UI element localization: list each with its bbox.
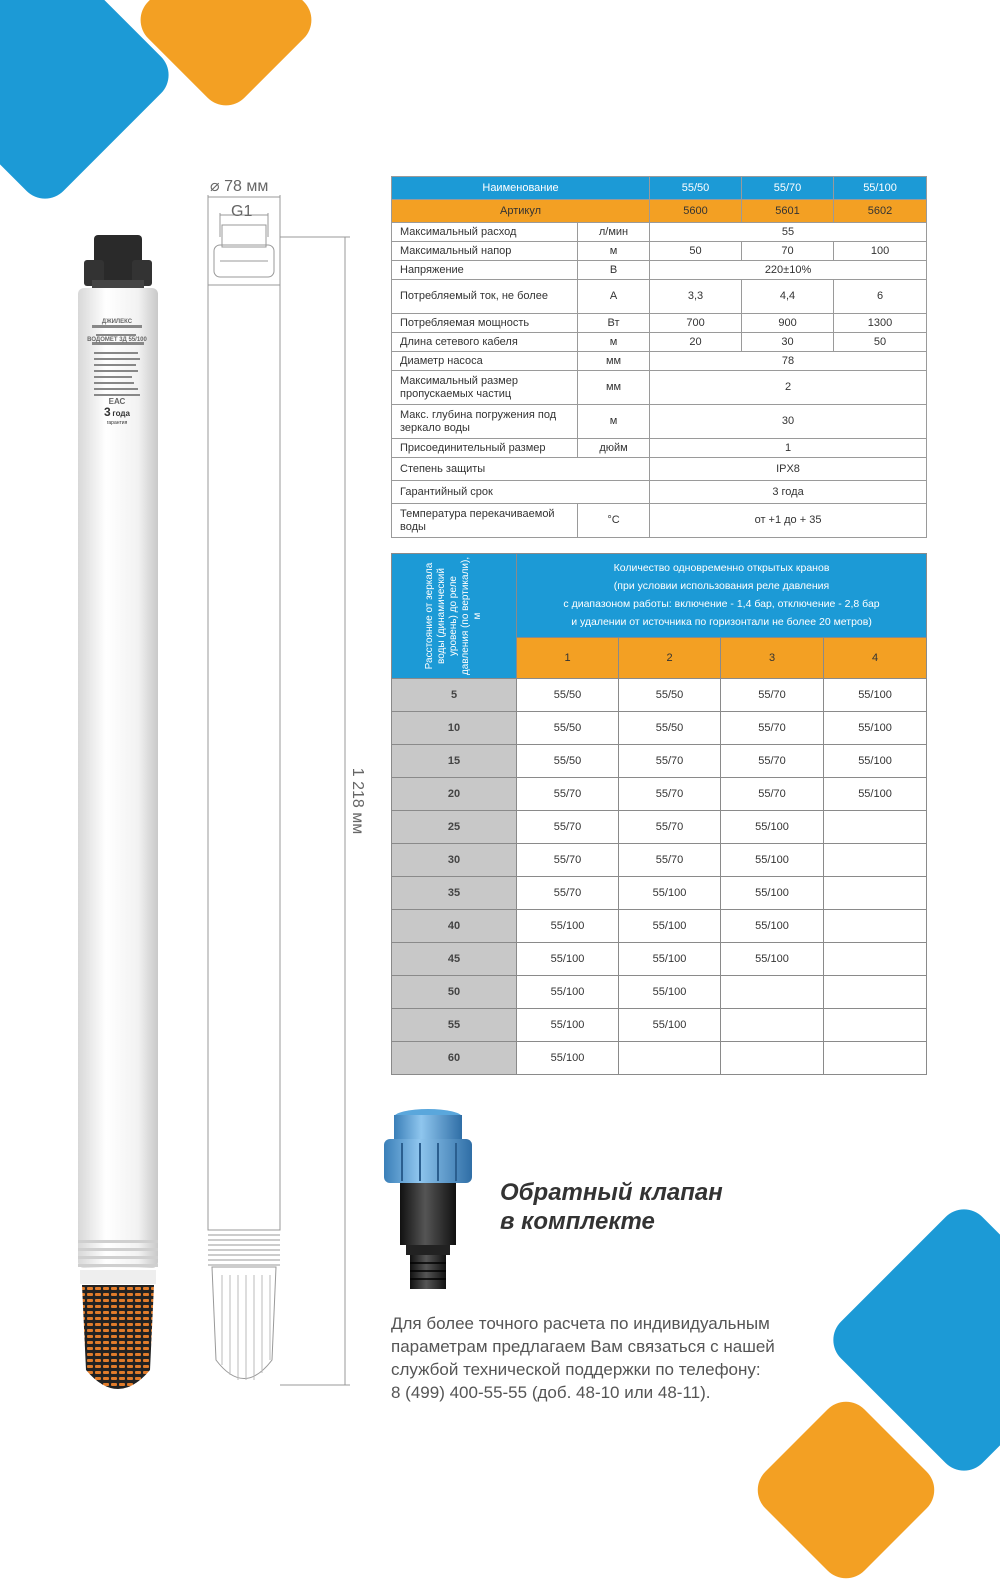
model-cell: 55/100 xyxy=(517,1009,619,1042)
spec-value: 220±10% xyxy=(650,261,927,280)
model-cell: 55/70 xyxy=(721,778,824,811)
spec-param: Макс. глубина погружения под зеркало воды xyxy=(392,405,578,439)
spec-model: 55/50 xyxy=(650,177,742,200)
spec-value: 4,4 xyxy=(742,280,834,314)
thread-label: G1 xyxy=(231,203,253,220)
spec-row xyxy=(392,439,927,458)
selection-header-row xyxy=(392,554,927,638)
check-valve-line1: Обратный клапан xyxy=(500,1179,723,1206)
spec-row xyxy=(392,458,927,481)
spec-value: 30 xyxy=(650,405,927,439)
spec-value: 1300 xyxy=(834,314,927,333)
model-cell: 55/70 xyxy=(619,745,721,778)
selection-row xyxy=(392,976,927,1009)
spec-row xyxy=(392,405,927,439)
spec-value: 50 xyxy=(650,242,742,261)
spec-article-label: Артикул xyxy=(392,200,650,223)
spec-header-name: Наименование xyxy=(392,177,650,200)
distance-header xyxy=(392,554,517,679)
model-cell xyxy=(721,1009,824,1042)
length-label: 1 218 мм xyxy=(349,767,366,835)
spec-row xyxy=(392,481,927,504)
spec-unit: мм xyxy=(578,352,650,371)
model-cell: 55/50 xyxy=(619,712,721,745)
spec-row xyxy=(392,314,927,333)
distance-cell: 40 xyxy=(392,910,517,943)
spec-value: 30 xyxy=(742,333,834,352)
spec-value: 70 xyxy=(742,242,834,261)
spec-param: Напряжение xyxy=(392,261,578,280)
model-cell: 55/70 xyxy=(517,877,619,910)
model-cell: 55/70 xyxy=(721,745,824,778)
spec-unit: л/мин xyxy=(578,223,650,242)
distance-cell: 25 xyxy=(392,811,517,844)
selection-row xyxy=(392,811,927,844)
distance-cell: 10 xyxy=(392,712,517,745)
distance-cell: 15 xyxy=(392,745,517,778)
model-cell: 55/70 xyxy=(517,778,619,811)
selection-row xyxy=(392,910,927,943)
model-cell xyxy=(824,811,927,844)
spec-param: Гарантийный срок xyxy=(392,481,650,504)
spec-row xyxy=(392,371,927,405)
model-cell: 55/70 xyxy=(721,679,824,712)
spec-row xyxy=(392,242,927,261)
model-cell: 55/100 xyxy=(517,976,619,1009)
spec-row xyxy=(392,223,927,242)
model-cell: 55/100 xyxy=(517,1042,619,1075)
tap-count: 2 xyxy=(619,637,721,678)
spec-unit: °С xyxy=(578,504,650,538)
model-cell: 55/50 xyxy=(517,745,619,778)
spec-article: 5600 xyxy=(650,200,742,223)
distance-cell: 60 xyxy=(392,1042,517,1075)
selection-row xyxy=(392,679,927,712)
selection-row xyxy=(392,745,927,778)
distance-cell: 20 xyxy=(392,778,517,811)
taps-header-line: (при условии использования реле давления xyxy=(613,580,830,593)
spec-value: 2 xyxy=(650,371,927,405)
spec-value: 100 xyxy=(834,242,927,261)
selection-row xyxy=(392,1009,927,1042)
warranty-badge xyxy=(80,405,154,427)
spec-param: Присоединительный размер xyxy=(392,439,578,458)
model-cell xyxy=(619,1042,721,1075)
spec-value: 3 года xyxy=(650,481,927,504)
spec-value: от +1 до + 35 xyxy=(650,504,927,538)
distance-header-text: Расстояние от зеркала воды (динамический уровень) до реле давления (по вертикали), м xyxy=(424,556,483,676)
distance-cell: 30 xyxy=(392,844,517,877)
taps-header-line: и удалении от источника по горизонтали не более 20 метров) xyxy=(571,616,872,629)
spec-article: 5601 xyxy=(742,200,834,223)
spec-param: Максимальный размер пропускаемых частиц xyxy=(392,371,578,405)
model-cell: 55/100 xyxy=(721,844,824,877)
spec-unit: м xyxy=(578,333,650,352)
spec-value: 78 xyxy=(650,352,927,371)
eac-mark: ЕАС xyxy=(108,397,126,406)
model-cell: 55/100 xyxy=(619,910,721,943)
contact-info xyxy=(391,1312,811,1404)
spec-param: Максимальный расход xyxy=(392,223,578,242)
spec-unit: м xyxy=(578,242,650,261)
model-cell xyxy=(824,943,927,976)
taps-header-line: с диапазоном работы: включение - 1,4 бар, отключение - 2,8 бар xyxy=(563,598,880,611)
distance-cell: 55 xyxy=(392,1009,517,1042)
spec-value: 50 xyxy=(834,333,927,352)
spec-value: 20 xyxy=(650,333,742,352)
model-cell: 55/100 xyxy=(721,910,824,943)
spec-unit: м xyxy=(578,405,650,439)
selection-row xyxy=(392,943,927,976)
brand-name: ДЖИЛЕКС xyxy=(101,319,133,325)
model-cell: 55/50 xyxy=(619,679,721,712)
spec-table xyxy=(391,176,927,538)
spec-article-row xyxy=(392,200,927,223)
contact-text: Для более точного расчета по индивидуальным параметрам предлагаем Вам связаться с нашей службой технической поддержки по телефону: xyxy=(391,1314,775,1379)
model-cell: 55/100 xyxy=(721,811,824,844)
spec-unit: В xyxy=(578,261,650,280)
distance-cell: 5 xyxy=(392,679,517,712)
spec-param: Степень защиты xyxy=(392,458,650,481)
spec-param: Максимальный напор xyxy=(392,242,578,261)
warranty-caption: гарантия xyxy=(106,420,128,426)
spec-unit: А xyxy=(578,280,650,314)
model-cell: 55/100 xyxy=(619,976,721,1009)
spec-param: Длина сетевого кабеля xyxy=(392,333,578,352)
spec-param: Потребляемая мощность xyxy=(392,314,578,333)
spec-unit: мм xyxy=(578,371,650,405)
model-cell xyxy=(824,976,927,1009)
model-cell: 55/70 xyxy=(619,844,721,877)
model-cell: 55/100 xyxy=(517,910,619,943)
model-cell: 55/100 xyxy=(824,679,927,712)
spec-param: Температура перекачиваемой воды xyxy=(392,504,578,538)
selection-row xyxy=(392,778,927,811)
model-cell: 55/50 xyxy=(517,679,619,712)
spec-model: 55/70 xyxy=(742,177,834,200)
distance-cell: 45 xyxy=(392,943,517,976)
distance-cell: 35 xyxy=(392,877,517,910)
warranty-word: года xyxy=(112,409,130,418)
selection-body xyxy=(392,679,927,1075)
tap-count: 1 xyxy=(517,637,619,678)
spec-header-row xyxy=(392,177,927,200)
tap-count: 3 xyxy=(721,637,824,678)
model-cell xyxy=(824,1042,927,1075)
spec-article: 5602 xyxy=(834,200,927,223)
spec-row xyxy=(392,504,927,538)
spec-unit: Вт xyxy=(578,314,650,333)
model-cell: 55/100 xyxy=(721,943,824,976)
spec-row xyxy=(392,333,927,352)
selection-row xyxy=(392,712,927,745)
model-cell: 55/100 xyxy=(721,877,824,910)
model-cell xyxy=(721,1042,824,1075)
spec-param: Диаметр насоса xyxy=(392,352,578,371)
model-cell xyxy=(824,1009,927,1042)
model-cell: 55/100 xyxy=(517,943,619,976)
model-name: ВОДОМЕТ 3Д 55/100 xyxy=(87,337,147,343)
distance-cell: 50 xyxy=(392,976,517,1009)
spec-value: 900 xyxy=(742,314,834,333)
model-cell: 55/70 xyxy=(619,811,721,844)
spec-row xyxy=(392,352,927,371)
tap-count: 4 xyxy=(824,637,927,678)
model-cell: 55/100 xyxy=(824,745,927,778)
check-valve-title xyxy=(500,1178,723,1236)
spec-value: 6 xyxy=(834,280,927,314)
selection-row xyxy=(392,877,927,910)
model-cell: 55/70 xyxy=(517,811,619,844)
spec-row xyxy=(392,261,927,280)
diameter-label: ⌀ 78 мм xyxy=(210,178,269,195)
model-cell: 55/100 xyxy=(824,712,927,745)
spec-value: 55 xyxy=(650,223,927,242)
spec-value: IPX8 xyxy=(650,458,927,481)
spec-param: Потребляемый ток, не более xyxy=(392,280,578,314)
model-cell: 55/50 xyxy=(517,712,619,745)
spec-value: 1 xyxy=(650,439,927,458)
model-cell: 55/100 xyxy=(619,1009,721,1042)
selection-row xyxy=(392,844,927,877)
model-cell: 55/100 xyxy=(619,943,721,976)
contact-phone: 8 (499) 400-55-55 (доб. 48-10 или 48-11). xyxy=(391,1383,711,1402)
model-cell: 55/70 xyxy=(619,778,721,811)
spec-model: 55/100 xyxy=(834,177,927,200)
model-cell: 55/70 xyxy=(721,712,824,745)
model-cell: 55/100 xyxy=(619,877,721,910)
model-cell: 55/100 xyxy=(824,778,927,811)
spec-value: 700 xyxy=(650,314,742,333)
spec-row xyxy=(392,280,927,314)
pump-drawing xyxy=(200,175,370,1405)
taps-header-line: Количество одновременно открытых кранов xyxy=(613,562,830,575)
model-cell xyxy=(721,976,824,1009)
spec-unit: дюйм xyxy=(578,439,650,458)
spec-value: 3,3 xyxy=(650,280,742,314)
model-cell xyxy=(824,910,927,943)
warranty-years: 3 xyxy=(104,405,111,419)
check-valve-line2: в комплекте xyxy=(500,1208,655,1235)
selection-table xyxy=(391,553,927,1075)
taps-header xyxy=(517,554,927,638)
selection-row xyxy=(392,1042,927,1075)
model-cell: 55/70 xyxy=(517,844,619,877)
product-label xyxy=(80,318,154,427)
model-cell xyxy=(824,844,927,877)
model-cell xyxy=(824,877,927,910)
check-valve-image xyxy=(380,1105,480,1295)
